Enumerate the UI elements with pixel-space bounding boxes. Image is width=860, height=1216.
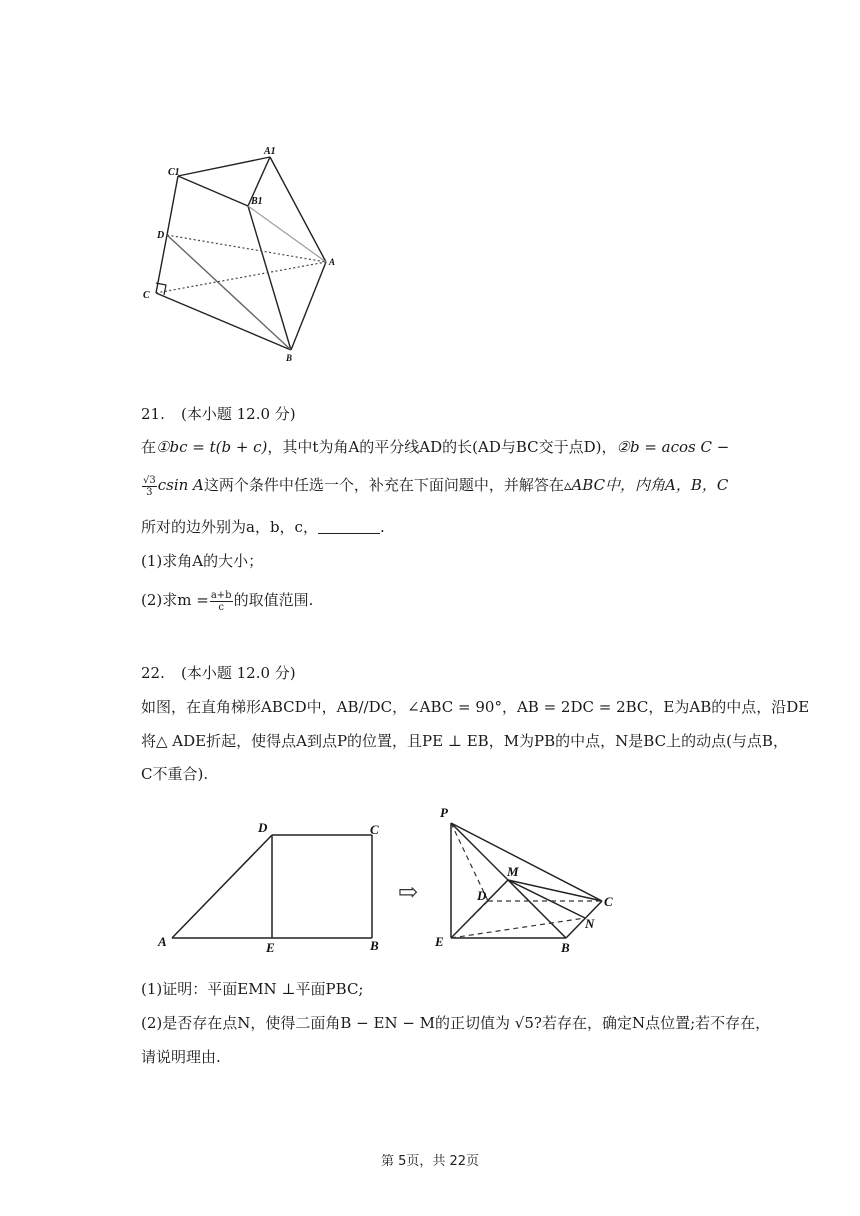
solid-label-D: D bbox=[477, 888, 487, 903]
q22-part2-cont: 请说明理由. bbox=[141, 1048, 221, 1066]
q21-header bbox=[141, 404, 296, 424]
q21-part2-top: a+b bbox=[210, 589, 232, 601]
label-C1: C1 bbox=[168, 167, 180, 178]
trap-label-A: A bbox=[158, 934, 167, 949]
label-A: A bbox=[329, 257, 336, 267]
q21-line3 bbox=[141, 517, 385, 537]
q21-part2-a: (2)求m = bbox=[141, 591, 209, 609]
q21-part1: (1)求角A的大小； bbox=[141, 552, 264, 570]
solid-label-P: P bbox=[440, 805, 448, 820]
label-D: D bbox=[157, 230, 165, 241]
figure-trapezoid-fold bbox=[150, 800, 630, 960]
solid-label-C: C bbox=[604, 894, 613, 909]
q21-condition1: ①bc = t(b + c) bbox=[156, 438, 268, 456]
q22-number: 22. bbox=[141, 664, 165, 682]
q22-line3: C不重合). bbox=[141, 765, 209, 783]
q21-line1-a: 在 bbox=[141, 438, 157, 456]
q21-answer-blank bbox=[318, 519, 380, 534]
q21-line3-end: . bbox=[379, 518, 385, 536]
q21-score: (本小题 12.0 分) bbox=[181, 405, 296, 423]
q21-part2-bot: c bbox=[218, 601, 224, 613]
q21-line2 bbox=[141, 472, 728, 498]
label-A1: A1 bbox=[264, 146, 276, 157]
q21-line1 bbox=[141, 437, 729, 457]
trap-label-B: B bbox=[370, 938, 379, 953]
label-B: B bbox=[286, 353, 293, 363]
q21-fraction bbox=[142, 475, 157, 498]
solid-label-N: N bbox=[585, 916, 595, 931]
label-C: C bbox=[143, 290, 150, 301]
q21-condition2: ②b = acos C − bbox=[616, 438, 730, 456]
q21-line2-b: csin A bbox=[157, 476, 204, 494]
q22-score: (本小题 12.0 分) bbox=[181, 664, 296, 682]
q21-frac-bot: 3 bbox=[146, 486, 153, 498]
q22-header bbox=[141, 663, 296, 683]
q21-line2-c: 这两个条件中任选一个，补充在下面问题中，并解答在 bbox=[203, 476, 564, 494]
trap-label-E: E bbox=[266, 940, 275, 955]
q21-line3-text: 所对的边外别为a，b，c， bbox=[141, 518, 318, 536]
q21-part2-fraction bbox=[210, 590, 233, 613]
fold-arrow-icon: ⇨ bbox=[398, 880, 419, 906]
page-footer: 第 5页，共 22页 bbox=[380, 1154, 480, 1169]
trap-label-C: C bbox=[370, 822, 379, 837]
q22-line2: 将△ ADE折起，使得点A到点P的位置，且PE ⊥ EB，M为PB的中点，N是BC上的动点(与点B， bbox=[141, 732, 788, 750]
q21-part2 bbox=[141, 586, 313, 614]
q21-part2-b: 的取值范围. bbox=[233, 591, 314, 609]
label-B1: B1 bbox=[251, 196, 263, 207]
q21-line1-c: ，其中t为角A的平分线AD的长(AD与BC交于点D)， bbox=[267, 438, 617, 456]
trap-label-D: D bbox=[258, 820, 268, 835]
q22-part1: (1)证明：平面EMN ⊥平面PBC; bbox=[141, 980, 364, 998]
q21-number: 21. bbox=[141, 405, 165, 423]
figure-prism bbox=[140, 140, 350, 370]
q22-part2: (2)是否存在点N，使得二面角B − EN − M的正切值为 √5?若存在，确定N点位置;若不存在， bbox=[141, 1014, 771, 1032]
q22-line1: 如图，在直角梯形ABCD中，AB//DC，∠ABC = 90°，AB = 2DC = 2BC，E为AB的中点，沿DE bbox=[141, 698, 810, 716]
solid-label-E: E bbox=[435, 934, 444, 949]
q21-frac-top: √3 bbox=[143, 474, 156, 486]
solid-label-B: B bbox=[561, 940, 570, 955]
solid-label-M: M bbox=[507, 864, 519, 879]
q21-line2-d: ▵ABC中，内角A，B，C bbox=[563, 476, 729, 494]
